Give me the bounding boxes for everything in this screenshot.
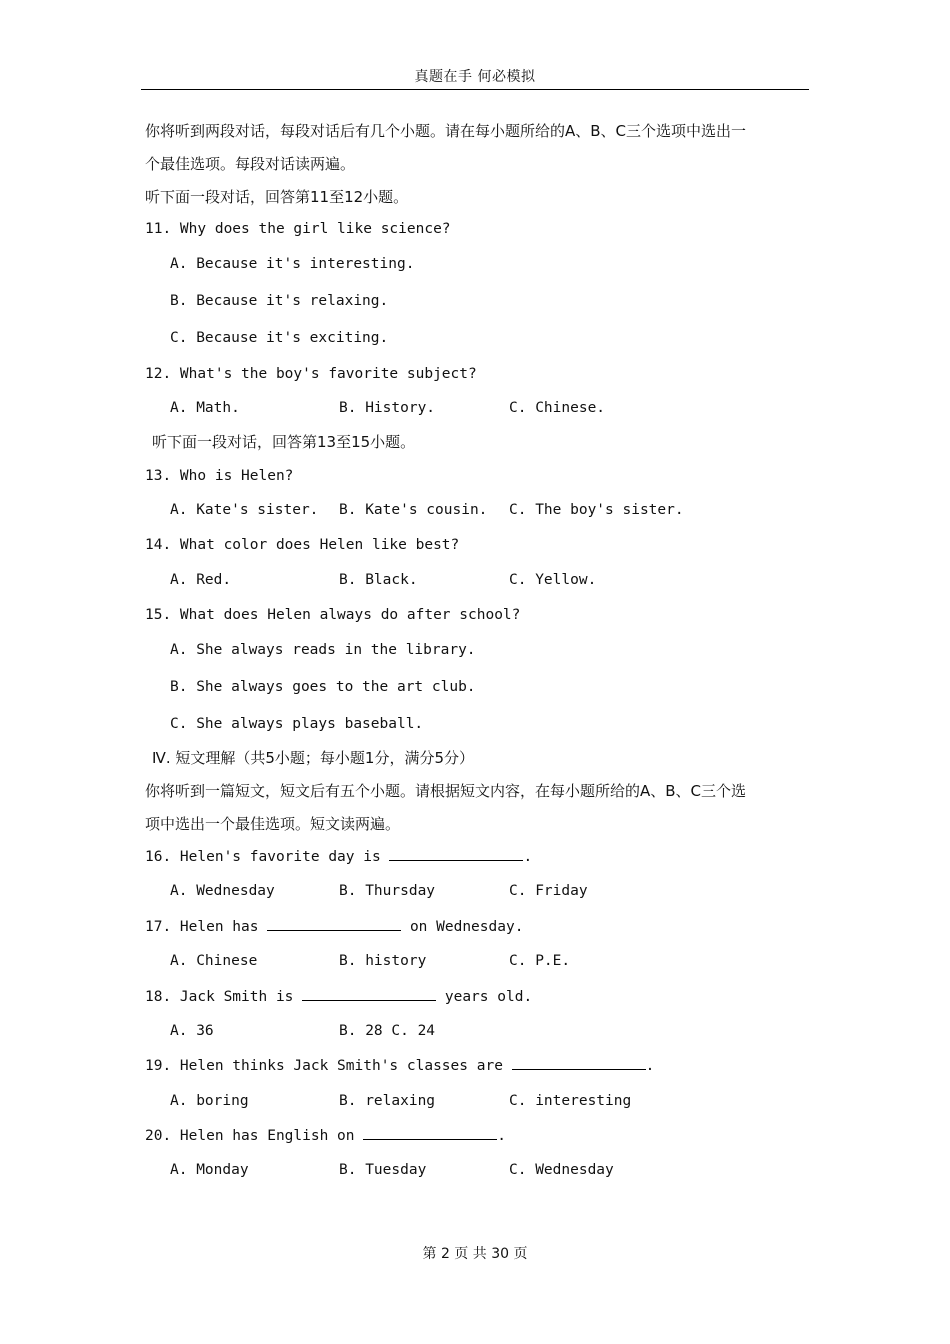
question-13-option-a: A. Kate's sister. [170,502,319,518]
question-16-stem: 16. Helen's favorite day is . [145,846,532,867]
dialogue-1-instruction: 听下面一段对话，回答第11至12小题。 [145,188,409,206]
dialogue-2-instruction: 听下面一段对话，回答第13至15小题。 [152,433,416,451]
question-17-option-b: B. history [339,953,427,969]
question-11-option-b: B. Because it's relaxing. [170,293,389,309]
question-18-option-a: A. 36 [170,1023,214,1039]
question-20-option-b: B. Tuesday [339,1162,427,1178]
question-20-option-c: C. Wednesday [509,1162,614,1178]
answer-blank [389,846,523,861]
intro-line-2: 个最佳选项。每段对话读两遍。 [145,155,356,173]
intro-line-1: 你将听到两段对话，每段对话后有几个小题。请在每小题所给的A、B、C三个选项中选出一 [145,122,747,140]
question-12-option-b: B. History. [339,400,436,416]
answer-blank [267,916,401,931]
question-13-option-c: C. The boy's sister. [509,502,684,518]
section-4-title: Ⅳ. 短文理解（共5小题；每小题1分，满分5分） [152,749,475,767]
question-13-option-b: B. Kate's cousin. [339,502,488,518]
question-14-option-a: A. Red. [170,572,232,588]
header-divider [141,89,809,90]
question-16-option-b: B. Thursday [339,883,436,899]
question-20-stem: 20. Helen has English on . [145,1125,506,1146]
question-13-stem: 13. Who is Helen? [145,468,294,484]
question-14-stem: 14. What color does Helen like best? [145,537,460,553]
answer-blank [302,986,436,1001]
question-11-stem: 11. Why does the girl like science? [145,221,451,237]
question-15-stem: 15. What does Helen always do after school? [145,607,521,623]
question-19-option-a: A. boring [170,1093,249,1109]
question-11-option-a: A. Because it's interesting. [170,256,415,272]
question-18-option-bc: B. 28 C. 24 [339,1023,436,1039]
question-17-option-c: C. P.E. [509,953,571,969]
question-14-option-c: C. Yellow. [509,572,597,588]
question-12-option-a: A. Math. [170,400,240,416]
question-17-stem: 17. Helen has on Wednesday. [145,916,523,937]
question-11-option-c: C. Because it's exciting. [170,330,389,346]
question-15-option-c: C. She always plays baseball. [170,716,424,732]
question-15-option-a: A. She always reads in the library. [170,642,476,658]
question-15-option-b: B. She always goes to the art club. [170,679,476,695]
answer-blank [512,1055,646,1070]
question-16-option-c: C. Friday [509,883,588,899]
question-18-stem: 18. Jack Smith is years old. [145,986,532,1007]
question-19-stem: 19. Helen thinks Jack Smith's classes are . [145,1055,654,1076]
question-12-stem: 12. What's the boy's favorite subject? [145,366,477,382]
question-20-option-a: A. Monday [170,1162,249,1178]
answer-blank [363,1125,497,1140]
page-number: 第 2 页 共 30 页 [422,1246,528,1262]
question-12-option-c: C. Chinese. [509,400,606,416]
question-19-option-b: B. relaxing [339,1093,436,1109]
section-4-instruction-2: 项中选出一个最佳选项。短文读两遍。 [145,815,401,833]
section-4-instruction-1: 你将听到一篇短文，短文后有五个小题。请根据短文内容，在每小题所给的A、B、C三个选 [145,782,747,800]
question-16-option-a: A. Wednesday [170,883,275,899]
question-14-option-b: B. Black. [339,572,418,588]
question-17-option-a: A. Chinese [170,953,258,969]
page-header: 真题在手 何必模拟 [414,69,536,85]
question-19-option-c: C. interesting [509,1093,632,1109]
